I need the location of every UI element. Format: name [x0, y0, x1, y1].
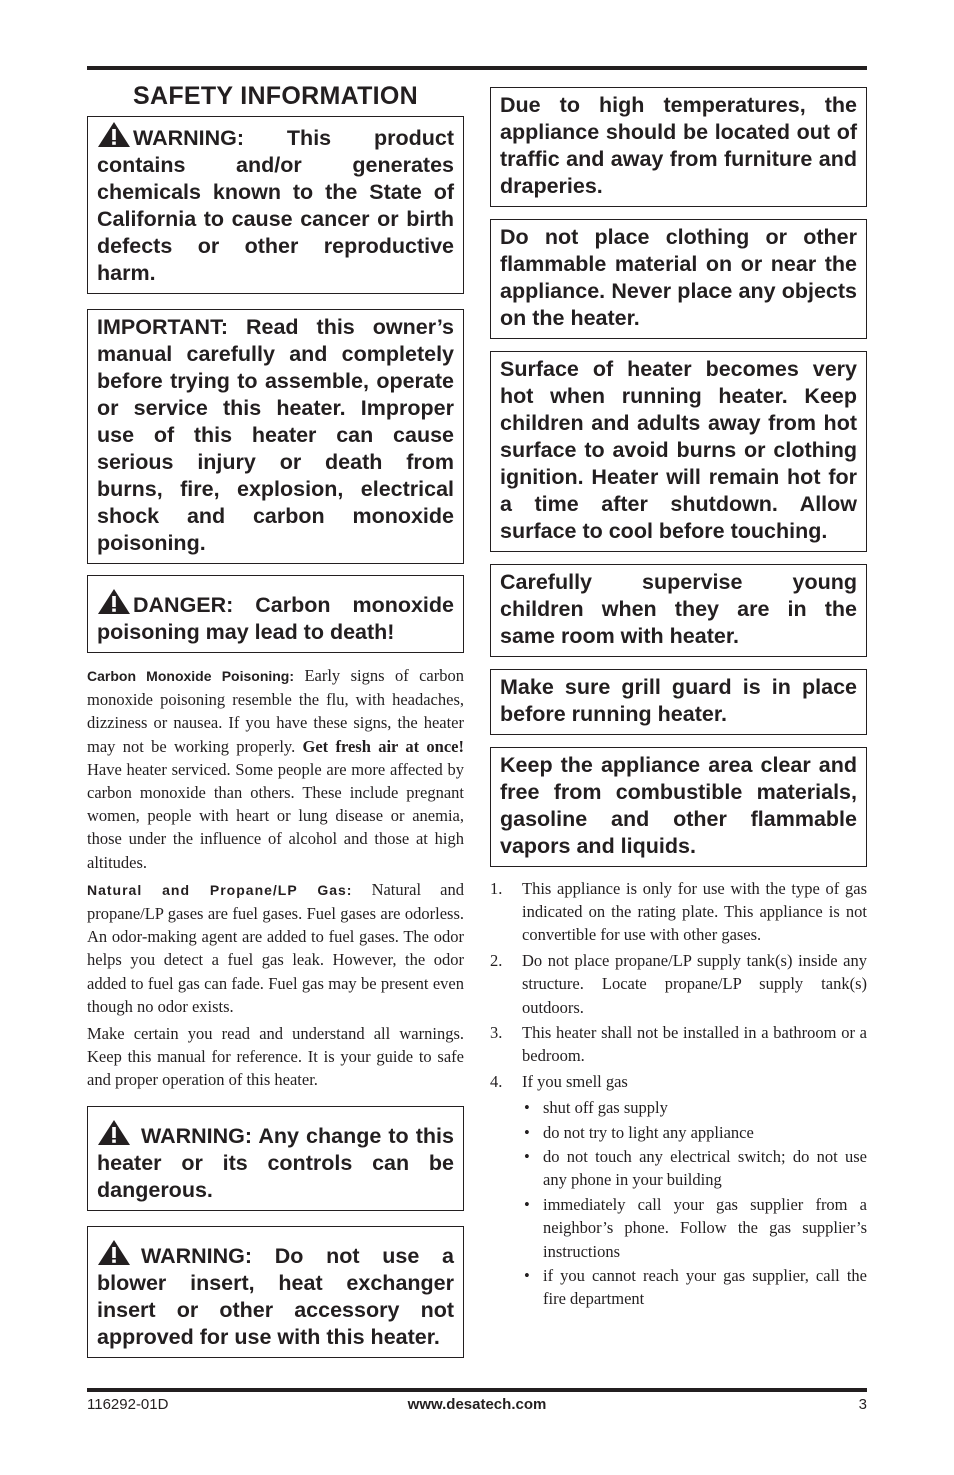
- surface-text: Surface of heater becomes very hot when running heater. Keep children and adults away from hot surface to avoid burns or clothing ignition. Heater will remain hot for a time after shutdown. Allow surface to cool before touching.: [500, 357, 857, 543]
- bottom-rule: [87, 1388, 867, 1392]
- danger-box: [87, 575, 464, 653]
- important-text: IMPORTANT: Read this owner’s manual carefully and completely before trying to assemble, operate or service this heater. Improper use of this heater can cause serious injury or death from burns, fire, explosion, electrical shock and carbon monoxide poisoning.: [97, 315, 454, 555]
- danger-text: DANGER: Carbon monoxide poisoning may lead to death!: [97, 593, 454, 644]
- safety-list: [490, 877, 867, 1311]
- warning-change-text: WARNING: Any change to this heater or its controls can be dangerous.: [97, 1123, 454, 1202]
- bullet-icon: •: [524, 1195, 530, 1215]
- bullet-text: do not try to light any appliance: [543, 1122, 754, 1142]
- bullet-text: shut off gas supply: [543, 1097, 668, 1117]
- warning-blower-text: WARNING: Do not use a blower insert, heat exchanger insert or other accessory not approved for use with this heater.: [97, 1243, 454, 1349]
- temperatures-box: [490, 87, 867, 207]
- gas-text: Natural and propane/LP gases are fuel gases. Fuel gases are odorless. An odor-making agent are added to fuel gases. The odor helps you detect a fuel gas leak. However, the odor added to fuel gas can fade. Fuel gas may be present even though no odor exists.: [87, 879, 464, 1016]
- bullet-icon: •: [524, 1147, 530, 1167]
- supervise-box: [490, 564, 867, 657]
- section-title: SAFETY INFORMATION: [132, 82, 419, 110]
- left-column: [87, 80, 464, 1358]
- clothing-text: Do not place clothing or other flammable material on or near the appliance. Never place any objects on the heater.: [500, 225, 857, 330]
- doc-number: 116292-01D: [87, 1396, 169, 1413]
- list-text: This heater shall not be installed in a bathroom or a bedroom.: [522, 1023, 867, 1066]
- top-rule: [87, 66, 867, 70]
- surface-box: [490, 351, 867, 552]
- bullet-icon: •: [524, 1266, 530, 1286]
- list-number: 2.: [490, 951, 503, 971]
- co-text-1: Early signs of carbon monoxide poisoning resemble the flu, with headaches, dizziness or nausea. If you have these signs, the heater may not be working properly.: [87, 666, 465, 756]
- gas-heading: Natural and Propane/LP Gas:: [87, 881, 353, 898]
- list-text: If you smell gas: [522, 1072, 628, 1092]
- warning-chemicals-box: [87, 116, 464, 294]
- warning-triangle-icon: [97, 1239, 131, 1266]
- list-text: This appliance is only for use with the type of gas indicated on the rating plate. This appliance is not convertible for use with other gases.: [522, 879, 867, 945]
- list-number: 4.: [490, 1072, 503, 1092]
- right-column: [490, 87, 867, 1312]
- warning-change-box: [87, 1106, 464, 1211]
- list-item: [490, 1021, 867, 1067]
- bullet-text: if you cannot reach your gas supplier, call the fire department: [543, 1266, 867, 1309]
- gas-smell-bullets: [522, 1096, 867, 1311]
- list-item: [490, 949, 867, 1019]
- warning-triangle-icon: [97, 1119, 131, 1146]
- warning-triangle-icon: [97, 588, 131, 615]
- bullet-item: [522, 1145, 867, 1191]
- co-heading: Carbon Monoxide Poisoning:: [87, 668, 295, 684]
- list-number: 1.: [490, 879, 503, 898]
- list-item: [490, 1070, 867, 1093]
- co-text-2: Have heater serviced. Some people are more affected by carbon monoxide than others. These include pregnant women, people with heart or lung disease or anemia, those under the influence of alcohol and those at high altitudes.: [87, 759, 464, 872]
- read-text: Make certain you read and understand all warnings. Keep this manual for reference. It is your guide to safe and proper operation of this heater.: [87, 1024, 464, 1090]
- clear-box: [490, 747, 867, 867]
- grill-box: [490, 669, 867, 735]
- bullet-item: [522, 1264, 867, 1310]
- clothing-box: [490, 219, 867, 339]
- warning-triangle-icon: [97, 121, 131, 148]
- read-paragraph: [87, 1022, 464, 1092]
- warning-chemicals-text: WARNING: This product contains and/or generates chemicals known to the State of California to cause cancer or birth defects or other reproductive harm.: [97, 126, 454, 285]
- bullet-text: do not touch any electrical switch; do not use any phone in your building: [543, 1147, 867, 1190]
- website-link[interactable]: www.desatech.com: [407, 1396, 547, 1413]
- grill-text: Make sure grill guard is in place before running heater.: [500, 675, 857, 726]
- bullet-icon: •: [524, 1122, 530, 1142]
- bullet-item: [522, 1193, 867, 1263]
- list-text: Do not place propane/LP supply tank(s) inside any structure. Locate propane/LP supply tank(s) outdoors.: [522, 951, 867, 1017]
- page-number: 3: [858, 1396, 867, 1413]
- list-number: 3.: [490, 1023, 503, 1043]
- bullet-item: [522, 1096, 867, 1119]
- warning-blower-box: [87, 1226, 464, 1358]
- important-box: [87, 309, 464, 564]
- bullet-text: immediately call your gas supplier from a neighbor’s phone. Follow the gas supplier’s instructions: [543, 1195, 867, 1261]
- bullet-icon: •: [524, 1097, 530, 1117]
- co-paragraph: [87, 664, 464, 874]
- supervise-text: Carefully supervise young children when they are in the same room with heater.: [500, 570, 857, 648]
- co-bold: Get fresh air at once!: [302, 736, 464, 756]
- list-item: [490, 877, 867, 947]
- gas-paragraph: [87, 878, 464, 1018]
- temperatures-text: Due to high temperatures, the appliance should be located out of traffic and away from furniture and draperies.: [500, 93, 857, 198]
- bullet-item: [522, 1121, 867, 1144]
- clear-text: Keep the appliance area clear and free from combustible materials, gasoline and other flammable vapors and liquids.: [500, 753, 857, 858]
